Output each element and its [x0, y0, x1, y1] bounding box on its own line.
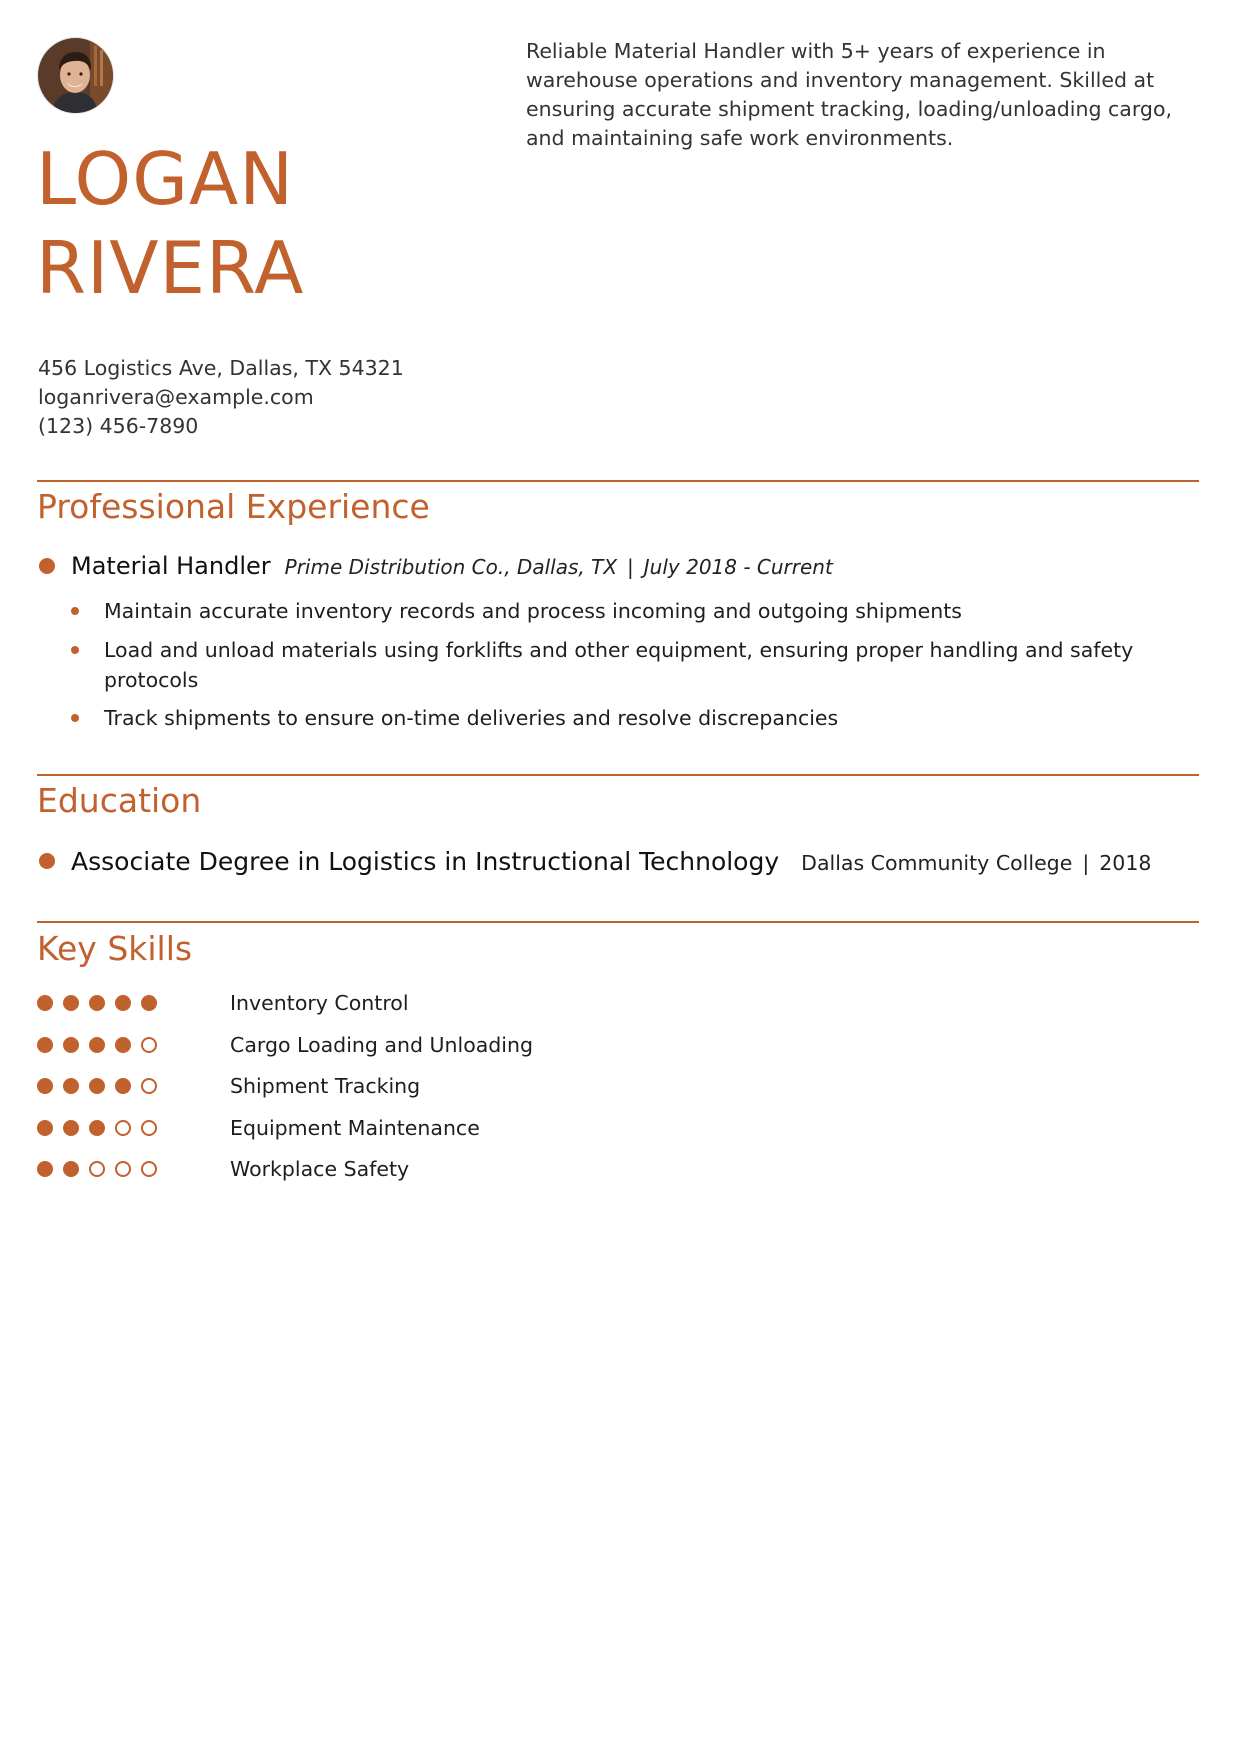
rating-filled-dot-icon	[115, 995, 131, 1011]
contact-email[interactable]: loganrivera@example.com	[38, 385, 314, 409]
last-name: RIVERA	[36, 226, 305, 310]
contact-address: 456 Logistics Ave, Dallas, TX 54321	[38, 356, 404, 380]
education-bullet-icon	[39, 853, 55, 869]
rating-filled-dot-icon	[63, 1078, 79, 1094]
rating-empty-dot-icon	[89, 1161, 105, 1177]
skill-name: Shipment Tracking	[230, 1074, 421, 1098]
skill-rating	[37, 1120, 157, 1136]
rating-filled-dot-icon	[37, 1161, 53, 1177]
rating-filled-dot-icon	[37, 1078, 53, 1094]
list-bullet-icon	[71, 714, 79, 722]
rating-filled-dot-icon	[115, 1078, 131, 1094]
rating-filled-dot-icon	[37, 1037, 53, 1053]
profile-summary: Reliable Material Handler with 5+ years of experience in warehouse operations and inventory management. Skilled at ensuring accurate shipment tracking, loading/unloading cargo, and maintaining safe work environments.	[526, 39, 1173, 150]
skill-name: Inventory Control	[230, 991, 409, 1015]
skill-name: Cargo Loading and Unloading	[230, 1032, 534, 1057]
rating-filled-dot-icon	[141, 995, 157, 1011]
skill-rating	[37, 995, 157, 1011]
rating-empty-dot-icon	[141, 1078, 157, 1094]
job-company: Prime Distribution Co., Dallas, TX	[284, 555, 618, 579]
rating-filled-dot-icon	[89, 995, 105, 1011]
list-item: Track shipments to ensure on-time deliveries and resolve discrepancies	[104, 706, 839, 730]
rating-empty-dot-icon	[141, 1120, 157, 1136]
rating-filled-dot-icon	[63, 1161, 79, 1177]
rating-empty-dot-icon	[115, 1120, 131, 1136]
job-meta	[285, 555, 833, 579]
job-header	[71, 552, 833, 580]
candidate-name	[36, 135, 456, 313]
education-meta	[801, 851, 1151, 875]
rating-filled-dot-icon	[89, 1037, 105, 1053]
education-separator: |	[1082, 851, 1090, 875]
rating-filled-dot-icon	[37, 1120, 53, 1136]
rating-filled-dot-icon	[63, 1037, 79, 1053]
avatar	[37, 37, 114, 114]
rating-filled-dot-icon	[89, 1120, 105, 1136]
education-heading: Education	[37, 781, 202, 820]
contact-phone[interactable]: (123) 456-7890	[38, 414, 199, 438]
skill-rating	[37, 1037, 157, 1053]
rating-empty-dot-icon	[141, 1037, 157, 1053]
section-divider	[37, 921, 1199, 923]
education-entry	[71, 847, 1151, 876]
list-item: Load and unload materials using forklifts and other equipment, ensuring proper handling and safety protocols	[104, 638, 1134, 692]
rating-filled-dot-icon	[115, 1037, 131, 1053]
experience-heading: Professional Experience	[37, 487, 430, 526]
job-bullet-icon	[39, 558, 55, 574]
list-item: Maintain accurate inventory records and process incoming and outgoing shipments	[104, 599, 962, 623]
section-divider	[37, 774, 1199, 776]
skill-rating	[37, 1078, 157, 1094]
rating-empty-dot-icon	[141, 1161, 157, 1177]
skill-rating	[37, 1161, 157, 1177]
profile-photo-icon	[38, 38, 113, 113]
rating-filled-dot-icon	[37, 995, 53, 1011]
first-name: LOGAN	[36, 137, 295, 221]
contact-block	[38, 354, 404, 441]
rating-filled-dot-icon	[63, 995, 79, 1011]
skill-name: Equipment Maintenance	[230, 1115, 480, 1140]
skills-heading: Key Skills	[37, 929, 193, 968]
rating-filled-dot-icon	[89, 1078, 105, 1094]
section-divider	[37, 480, 1199, 482]
education-degree: Associate Degree in Logistics in Instructional Technology	[71, 847, 780, 876]
list-bullet-icon	[71, 646, 79, 654]
skill-name: Workplace Safety	[230, 1157, 410, 1181]
job-dates: July 2018 - Current	[643, 555, 833, 579]
rating-empty-dot-icon	[115, 1161, 131, 1177]
job-title: Material Handler	[71, 552, 271, 580]
list-bullet-icon	[71, 607, 79, 615]
education-year: 2018	[1099, 851, 1152, 875]
education-school: Dallas Community College	[801, 851, 1073, 875]
rating-filled-dot-icon	[63, 1120, 79, 1136]
job-separator: |	[627, 555, 634, 579]
